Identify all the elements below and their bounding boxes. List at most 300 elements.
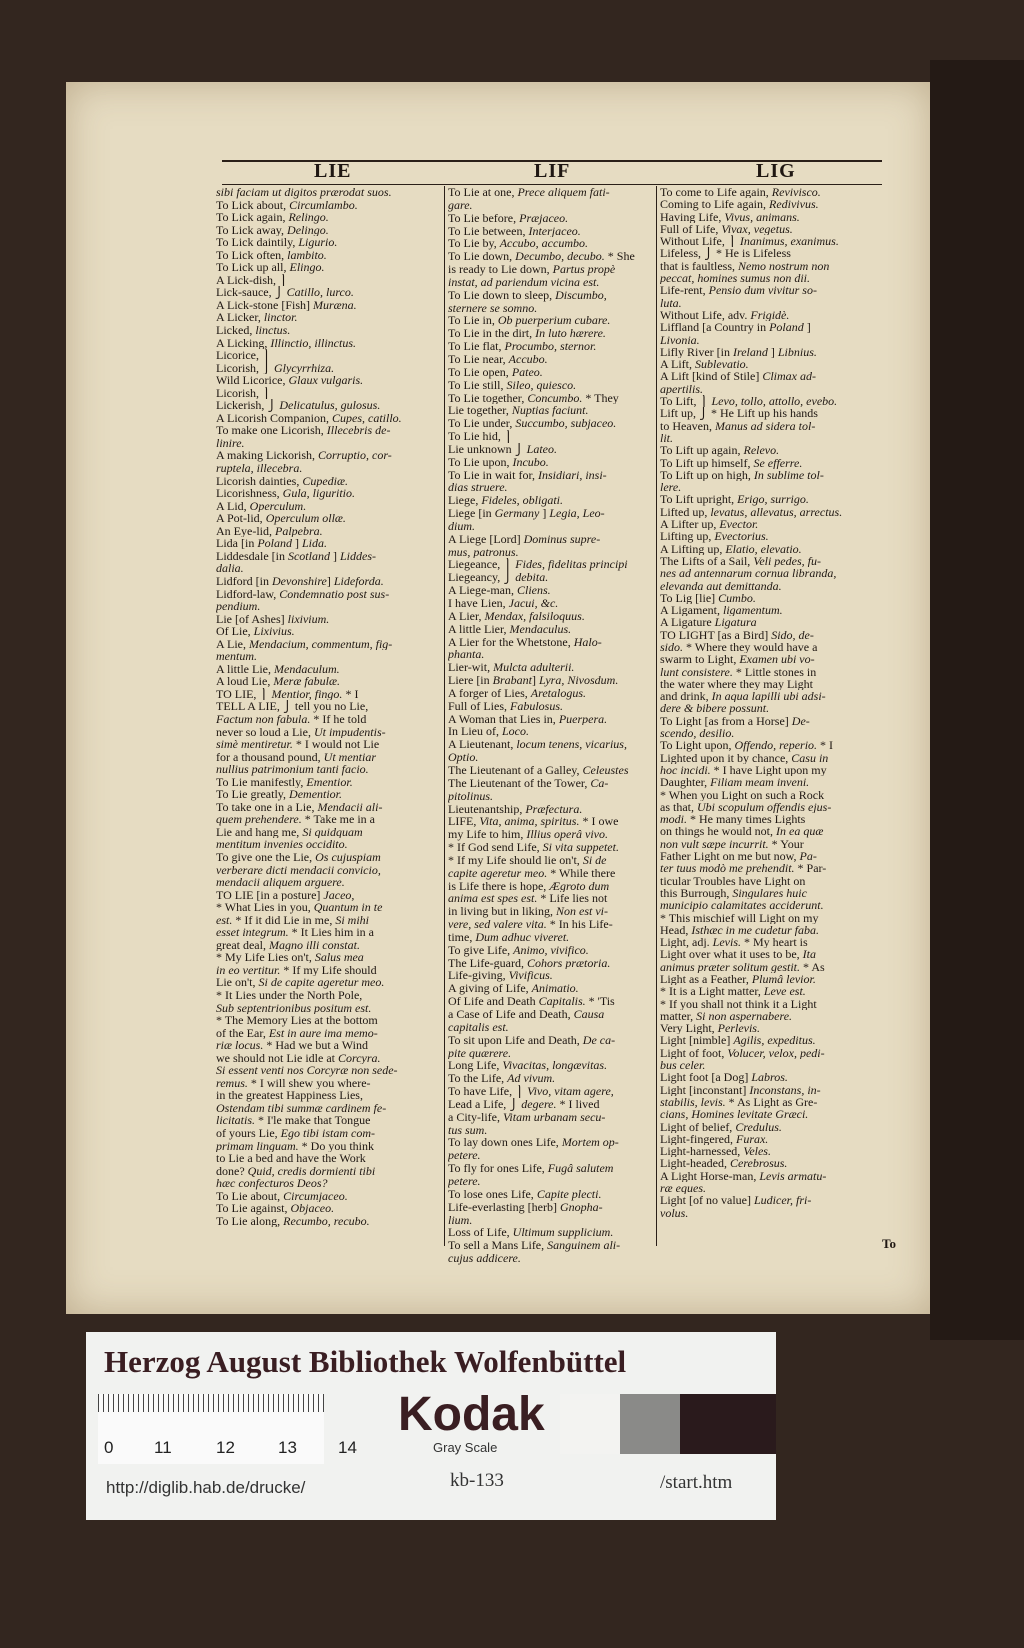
english-headword: * I lived [556,1097,600,1111]
latin-gloss: De- [791,714,810,728]
entry-line [216,1002,442,1015]
entry-line [448,1059,654,1072]
latin-gloss: pite quærere. [448,1046,512,1060]
english-headword: * They [582,391,619,405]
english-headword: Lifting up, [660,530,715,543]
entry-line [448,327,654,340]
english-headword: Light-headed, [660,1157,730,1170]
latin-gloss: Fugâ salutem [547,1162,614,1175]
latin-gloss: Si de capite ageretur meo. [258,976,385,989]
entry-line [216,675,442,688]
english-headword: in living but in liking, [448,905,557,919]
latin-gloss: Quid, credis dormienti tibi [247,1164,376,1178]
entry-line [216,412,442,425]
entry-line [660,383,876,395]
latin-gloss: dere & bibere possunt. [660,702,770,715]
entry-line [216,575,442,588]
ruler-label: 14 [338,1438,357,1457]
entry-line [448,392,654,405]
latin-gloss: Filiam meam inveni. [710,776,810,789]
english-headword: we should not Lie idle at [216,1051,338,1065]
latin-gloss: Gnopha- [559,1200,603,1214]
latin-gloss: Poland [769,321,804,334]
english-headword: ticular Troubles have Light on [660,874,806,887]
entry-line [448,507,654,520]
entry-line [216,876,442,889]
entry-line [660,985,876,997]
english-headword: A Liege [Lord] [448,532,524,546]
english-headword: The Life-guard, [448,956,527,970]
english-headword: To have Life, ⎫ [448,1085,528,1098]
latin-gloss: Climax ad- [762,370,816,383]
entry-line [660,764,876,776]
entry-line [448,1047,654,1060]
entry-line [660,924,876,936]
english-headword: To give Life, [448,943,514,957]
entry-line [660,789,876,801]
entry-line [660,752,876,764]
entry-line [660,899,876,911]
ruler-label: 11 [154,1438,172,1457]
english-headword: Liddesdale [in [216,549,288,563]
entry-line [448,571,654,584]
english-headword: Without Life, adv. [660,308,751,322]
latin-gloss: Præfectura. [525,802,583,816]
latin-gloss: cians, Homines levitate Græci. [660,1108,809,1121]
english-headword: * What Lies in you, [216,901,314,914]
latin-gloss: Poland [257,537,292,550]
latin-gloss: cujus addicere. [448,1252,521,1265]
latin-gloss: Delicatulus, gulosus. [279,399,381,412]
latin-gloss: Operculum. [249,499,307,513]
english-headword: A Lieutenant, [448,738,517,752]
latin-gloss: vere, sed valere vita. [448,918,547,931]
latin-gloss: Insidiari, insi- [538,468,607,482]
entry-line [216,989,442,1002]
entry-line [660,961,876,973]
latin-gloss: Elatio, elevatio. [725,542,802,555]
latin-gloss: Si de [582,853,607,867]
latin-gloss: Relingo. [288,211,329,224]
kodak-logo: Kodak [398,1388,545,1441]
english-headword: swarm to Light, [660,653,740,666]
entry-line [660,370,876,382]
english-headword: Lead a Life, ⎭ [448,1097,522,1111]
english-headword: Light [of no value] [660,1194,754,1207]
latin-gloss: Legia, Leo- [549,507,605,520]
entry-line [216,424,442,437]
entry-line [216,613,442,626]
english-headword: Lida [in [216,537,258,550]
entry-line [660,850,876,862]
english-headword: To Lie down, [448,250,516,264]
entry-line [448,892,654,905]
latin-gloss: Decumbo, decubo. [515,250,605,264]
entry-line [660,666,876,678]
english-headword: Without Life, ⎫ [660,235,740,248]
entry-line [216,964,442,977]
latin-gloss: Mendax, falsiloquus. [484,609,585,623]
latin-gloss: Jacui, &c. [508,597,559,610]
entry-line [216,751,442,764]
entry-line [448,1021,654,1034]
latin-gloss: Circumlambo. [289,198,358,212]
english-headword: To Lie near, [448,352,509,366]
english-headword: To Lift up on high, [660,468,754,482]
english-headword: TO LIGHT [as a Bird] [660,628,772,641]
entry-line [660,1010,876,1022]
latin-gloss: Sub septentrionibus positum est. [216,1001,372,1015]
latin-gloss: ter tuus modò me prehendit. [660,862,795,875]
latin-gloss: Si essent venti nos Corcyræ non sede- [216,1064,398,1077]
latin-gloss: Labros. [751,1071,788,1084]
english-headword: To lay down ones Life, [448,1136,562,1150]
entry-line [660,395,876,407]
entry-line [216,399,442,412]
ruler-label: 13 [278,1438,297,1457]
latin-gloss: Procumbo, sternor. [504,340,597,353]
english-headword: * If my Life should [280,963,377,977]
entry-line [216,437,442,450]
latin-gloss: Ligatura [714,616,757,629]
english-headword: A forger of Lies, [448,686,531,700]
latin-gloss: Isthæc in me cudetur faba. [691,923,819,937]
english-headword: Light-fingered, [660,1132,736,1146]
latin-gloss: Ubi scopulum offendis ejus- [697,800,832,814]
latin-gloss: Succumbo, subjaceo. [515,417,617,431]
latin-gloss: Cumbo. [718,591,756,605]
english-headword: Of Life and Death [448,995,539,1008]
english-headword: The Lieutenant of the Tower, [448,776,591,790]
latin-gloss: Liddes- [339,549,376,563]
latin-gloss: Meræ fabulæ. [273,675,340,688]
entry-line [448,404,654,417]
entry-line [216,512,442,525]
english-headword: A Lifting up, [660,542,726,555]
english-headword: To Lie upon, [448,455,513,469]
entry-line [660,481,876,493]
entry-line [216,889,442,902]
english-headword: Liege [in [448,507,495,520]
entry-line [660,321,876,333]
english-headword: Lie on't, [216,976,259,989]
entry-line [448,469,654,482]
entry-line [216,186,442,199]
latin-gloss: linctor. [263,311,298,325]
header-center: LIF [534,160,571,182]
latin-gloss: petere. [448,1174,481,1188]
english-headword: I have Lien, [448,597,509,610]
latin-gloss: Fideles, obligati. [481,494,563,508]
english-headword: To Lie along, [216,1214,284,1228]
english-headword: Liffland [a Country in [660,321,770,334]
english-headword: Loss of Life, [448,1226,513,1240]
english-headword: * Do you think [298,1139,375,1153]
header-right: LIG [756,160,796,182]
entry-line [660,690,876,702]
entry-line [660,1145,876,1157]
latin-gloss: Palpebra. [275,524,323,538]
entry-line [216,324,442,337]
latin-gloss: Præjaceo. [519,211,569,225]
english-headword: A Woman that Lies in, [448,712,559,726]
english-headword: To sit upon Life and Death, [448,1033,583,1047]
english-headword: To Lick away, [216,223,288,237]
latin-gloss: Muræna. [313,298,357,312]
entry-line [660,1207,876,1219]
entry-line [448,1034,654,1047]
english-headword: To Lie before, [448,211,520,225]
entry-line [448,186,654,199]
english-headword: Liege, [448,494,482,508]
latin-gloss: sido. [660,640,684,654]
entry-line [216,211,442,224]
entry-line [660,715,876,727]
english-headword: to Lie a bed and have the Work [216,1152,366,1165]
english-headword: Lift up, ⎭ * He Lift up his hands [660,407,818,420]
entry-line [216,1114,442,1127]
latin-gloss: Glaux vulgaris. [288,374,364,387]
latin-gloss: remus. [216,1076,248,1090]
entry-line [448,212,654,225]
dictionary-column-1 [216,186,442,1227]
entry-line [448,790,654,803]
latin-gloss: simè mentiretur. [216,738,293,751]
latin-gloss: mentitum invenies occidito. [216,838,348,851]
latin-gloss: Illius operâ vivo. [526,828,608,842]
english-headword: ] [532,674,539,687]
english-headword: The Lieutenant of a Galley, [448,763,583,777]
latin-gloss: Si mihi [335,913,369,927]
english-headword: * I [342,687,359,701]
latin-gloss: anima est spes est. [448,892,538,906]
library-name: Herzog August Bibliothek Wolfenbüttel [104,1344,627,1379]
entry-line [448,366,654,379]
entry-line [216,638,442,651]
latin-gloss: Pensio dum vivitur so- [708,284,817,297]
entry-line [216,650,442,663]
latin-gloss: Perlevis. [717,1022,760,1035]
latin-gloss: Recumbo, recubo. [283,1214,370,1228]
english-headword: * 'Tis [585,995,615,1008]
gray-patch-dark [680,1394,776,1454]
entry-line [448,314,654,327]
english-headword: Light as a Feather, [660,973,752,986]
latin-gloss: Capite plecti. [536,1187,602,1201]
latin-gloss: Ultimum supplicium. [512,1226,614,1240]
english-headword: Licorish dainties, [216,474,303,488]
english-headword: * Little stones in [732,665,817,678]
entry-line [448,969,654,982]
entry-line [660,346,876,358]
entry-line [660,1194,876,1206]
english-headword: Lie [of Ashes] [216,612,288,626]
entry-line [216,1089,442,1102]
latin-gloss: Illinctio, illinctus. [270,336,356,350]
english-headword: Lidford [in [216,574,272,588]
entry-line [216,1165,442,1178]
english-headword: In Lieu of, [448,725,502,739]
entry-line [448,700,654,713]
english-headword: A Lick-dish, ⎫ [216,273,288,287]
latin-gloss: Corcyra. [337,1051,381,1065]
latin-gloss: Ca- [590,776,609,790]
entry-line [448,379,654,392]
english-headword: Full of Lies, [448,699,510,713]
english-headword: A giving of Life, [448,982,532,996]
latin-gloss: Ut impudentis- [313,725,386,739]
latin-gloss: Est in aure ima memo- [268,1026,378,1040]
english-headword: To Lie by, [448,237,500,251]
latin-gloss: Cliens. [516,584,551,597]
latin-gloss: Factum non fabula. [216,712,311,726]
english-headword: Lick-sauce, ⎭ [216,286,287,299]
english-headword: To Lie in the dirt, [448,327,536,341]
english-headword: * I have Light upon my [710,763,827,777]
english-headword: ] [767,345,778,359]
entry-line [448,1214,654,1227]
english-headword: To Lick up all, [216,261,290,274]
entry-line [660,1034,876,1046]
latin-gloss: In ea quæ [776,825,824,838]
english-headword: a Case of Life and Death, [448,1008,574,1021]
latin-gloss: licitatis. [216,1114,255,1128]
latin-gloss: Discumbo, [555,288,607,302]
entry-line [216,337,442,350]
latin-gloss: Sublevatio. [695,358,749,371]
english-headword: matter, [660,1009,697,1023]
entry-line [448,777,654,790]
latin-gloss: Evectorius. [714,530,769,543]
entry-line [448,533,654,546]
english-headword: To sell a Mans Life, [448,1239,548,1253]
latin-gloss: nes ad antennarum cornua libranda, [660,567,837,580]
latin-gloss: Credulus. [735,1120,782,1133]
english-headword: Life-rent, [660,284,709,297]
latin-gloss: linctus. [255,324,291,337]
latin-gloss: Sileo, quiesco. [506,378,577,392]
entry-line [216,1202,442,1215]
entry-line [448,456,654,469]
english-headword: To Lick often, [216,248,288,262]
entry-line [216,224,442,237]
entry-line [216,700,442,713]
english-headword: * I'le make that Tongue [255,1114,371,1128]
entry-line [660,948,876,960]
latin-gloss: Animatio. [531,982,579,996]
entry-line [448,803,654,816]
latin-gloss: Frigidè. [750,308,790,322]
english-headword: my Life to him, [448,828,527,842]
english-headword: * Par- [794,862,827,875]
entry-line [216,1190,442,1203]
latin-gloss: Partus propè [552,263,616,276]
latin-gloss: lunt consistere. [660,665,733,678]
dictionary-column-3 [660,186,876,1219]
entry-line [216,1077,442,1090]
english-headword: Lier-wit, [448,661,494,675]
english-headword: Coming to Life again, [660,198,769,211]
entry-line [660,1157,876,1169]
latin-gloss: capite ageretur meo. [448,866,548,880]
english-headword: of yours Lie, [216,1127,281,1140]
header-left: LIE [314,160,352,182]
entry-line [448,1162,654,1175]
latin-gloss: Plumâ levior. [751,973,816,986]
english-headword: Head, [660,923,692,937]
latin-gloss: ligamentum. [723,604,783,617]
latin-gloss: Causa [573,1008,605,1021]
english-headword: To Lick again, [216,211,289,224]
latin-gloss: Vivus, animans. [724,210,800,223]
latin-gloss: instat, ad pariendum vicina est. [448,275,600,289]
latin-gloss: mus, patronus. [448,545,519,559]
latin-gloss: dias struere. [448,481,508,495]
entry-line [216,801,442,814]
english-headword: * As [800,960,825,973]
entry-line [448,841,654,854]
entry-line [216,864,442,877]
english-headword: as that, [660,800,697,814]
english-headword: * He many times Lights [687,813,806,826]
entry-line [216,1177,442,1190]
latin-gloss: Germany [494,507,540,520]
latin-gloss: Livonia. [660,333,700,346]
entry-line [216,462,442,475]
english-headword: never so loud a Lie, [216,725,314,739]
gray-patch-mid [620,1394,680,1454]
entry-line [448,494,654,507]
latin-gloss: Ludicer, fri- [753,1194,812,1207]
english-headword: Life-giving, [448,969,509,983]
latin-gloss: mentum. [216,650,257,663]
latin-gloss: Agilis, expeditus. [733,1034,816,1047]
english-headword: Licorish, ⎫ [216,386,271,400]
entry-line [660,457,876,469]
entry-line [448,1149,654,1162]
latin-gloss: riæ locus. [216,1039,264,1052]
entry-line [216,537,442,550]
english-headword: Life-everlasting [herb] [448,1200,560,1214]
entry-line [448,1008,654,1021]
entry-line [448,1136,654,1149]
latin-gloss: pitolinus. [448,789,494,803]
entry-line [660,223,876,235]
entry-line [660,420,876,432]
latin-gloss: Casu in [791,751,829,764]
entry-line [216,914,442,927]
latin-gloss: Mendaculus. [509,622,572,636]
latin-gloss: degere. [521,1097,557,1111]
latin-gloss: Magno illi constat. [268,938,360,952]
latin-gloss: Libnius. [777,345,817,359]
english-headword: To come to Life again, [660,186,772,199]
english-headword: Lifly River [in [660,345,733,359]
english-headword: To Lie manifestly, [216,775,307,789]
english-headword: * It is a Light matter, [660,985,764,998]
entry-line [660,530,876,542]
latin-gloss: Mulcta adulterii. [493,661,575,675]
column-rule [656,186,657,1246]
latin-gloss: phanta. [448,648,485,662]
latin-gloss: Ementior. [306,775,353,789]
english-headword: Having Life, [660,210,725,223]
latin-gloss: Ireland [732,345,768,359]
entry-line [660,1084,876,1096]
entry-line [448,1175,654,1188]
latin-gloss: Non est vi- [556,905,609,919]
english-headword: a City-life, [448,1110,503,1124]
